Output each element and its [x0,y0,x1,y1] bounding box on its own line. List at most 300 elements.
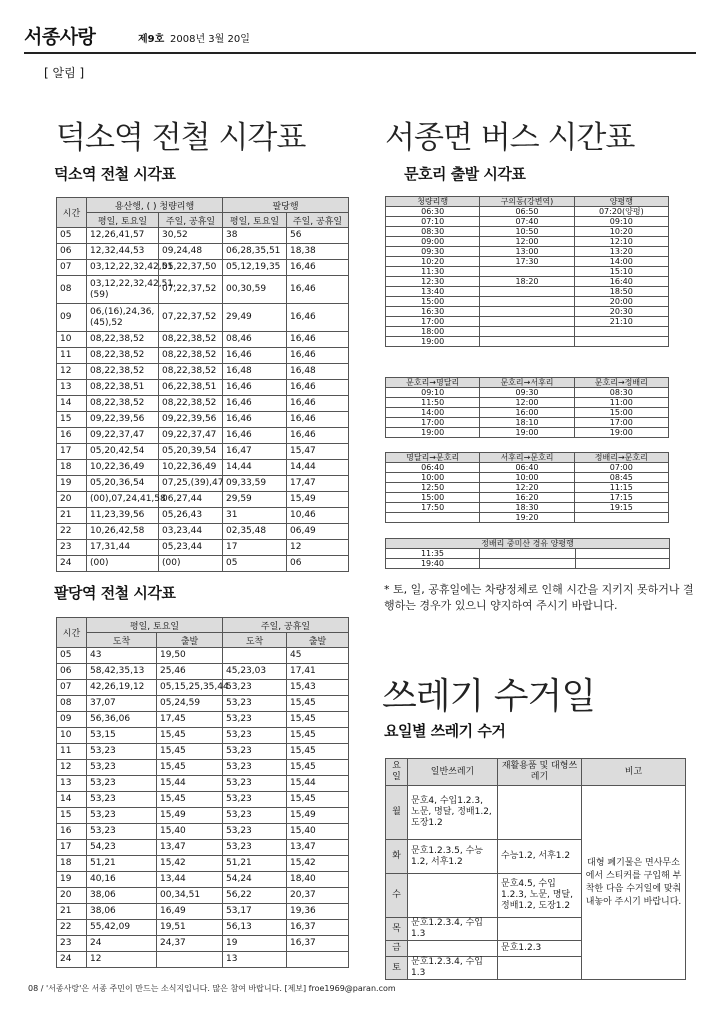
table-row [386,463,669,473]
table-cell: 54,24 [223,872,287,888]
table-row [57,556,349,572]
bus-col-header: 양평행 [574,197,668,207]
table-cell: 06:40 [480,463,574,473]
table-cell: 16:30 [386,307,480,317]
table-cell: 19,36 [287,904,349,920]
table-cell: 문호4, 수입1.2.3, 노문, 명달, 정배1.2, 도장1.2 [408,786,498,840]
col-weekday: 평일, 토요일 [223,213,287,228]
table-row [386,513,669,523]
table-cell: 53,23 [223,696,287,712]
deokso-subtitle: 덕소역 전철 시각표 [54,165,176,183]
table-row [57,304,349,332]
table-row [386,559,670,569]
table-cell: 13,47 [157,840,223,856]
table-cell: 06,49 [287,524,349,540]
table-row [57,508,349,524]
table-row [386,327,669,337]
table-cell: 14 [57,396,87,412]
table-cell: 09,22,37,47 [87,428,159,444]
table-cell: 08,22,38,52 [159,364,223,380]
table-cell: 10:20 [386,257,480,267]
table-cell: 10:50 [480,227,574,237]
table-cell: 53,23 [223,824,287,840]
table-cell: 19:00 [574,428,668,438]
table-row [386,217,669,227]
table-cell: 58,42,35,13 [87,664,157,680]
table-cell: 12:30 [386,277,480,287]
table-cell [498,786,582,840]
col-general: 일반쓰레기 [408,759,498,786]
trash-collection-title: 쓰레기 수거일 [382,676,596,717]
table-cell [408,874,498,918]
table-row [386,398,669,408]
table-cell: 08,22,38,52 [87,364,159,380]
table-cell: 05 [57,228,87,244]
table-cell: 16,48 [287,364,349,380]
table-cell: 07,25,(39),47 [159,476,223,492]
table-cell: 53,23 [223,792,287,808]
col-depart: 출발 [157,633,223,648]
table-row [386,247,669,257]
paldang-subtitle: 팔당역 전철 시각표 [54,584,176,602]
table-cell [480,337,574,347]
table-cell: 11:50 [386,398,480,408]
table-cell: 13:20 [574,247,668,257]
deokso-timetable [56,197,349,572]
table-cell: 19:40 [386,559,480,569]
table-cell: 53,23 [223,744,287,760]
table-cell: 53,23 [87,824,157,840]
table-cell: 문호1.2.3.4, 수입1.3 [408,957,498,980]
table-cell: 07,22,37,52 [159,276,223,304]
table-cell: 15,43 [287,680,349,696]
bus-col-header: 문호리→정배리 [574,378,668,388]
table-row [57,840,349,856]
table-row [57,348,349,364]
table-row [57,664,349,680]
table-cell: 17 [57,840,87,856]
table-cell: 문호1.2.3 [498,941,582,957]
table-cell: 02,35,48 [223,524,287,540]
table-row [386,227,669,237]
table-cell: 09:10 [574,217,668,227]
bus-col-header: 문호리→서후리 [480,378,574,388]
table-cell: 문호1.2.3.5, 수능1.2, 서후1.2 [408,840,498,874]
table-cell [498,957,582,980]
table-cell: 06:40 [386,463,480,473]
table-cell: 문호1.2.3.4, 수입1.3 [408,918,498,941]
newsletter-title: 서종사랑 [24,26,96,48]
bus-col-header: 정배리 중미산 경유 양평행 [386,539,670,549]
table-cell [223,648,287,664]
table-cell: 13 [57,776,87,792]
table-cell: 12,26,41,57 [87,228,159,244]
table-cell: 00,30,59 [223,276,287,304]
table-cell: 18:30 [480,503,574,513]
table-cell: 09,22,39,56 [87,412,159,428]
table-row [386,418,669,428]
table-cell: 11:15 [574,483,668,493]
table-row [386,786,686,840]
table-cell: 18 [57,460,87,476]
table-cell [408,941,498,957]
table-cell: 16,46 [223,412,287,428]
table-cell: 12 [287,540,349,556]
table-cell: 06:50 [480,207,574,217]
table-cell: (00) [87,556,159,572]
table-row [57,904,349,920]
table-cell: 14 [57,792,87,808]
table-cell: 16,49 [157,904,223,920]
table-cell: 53,23 [87,776,157,792]
table-cell: 38,06 [87,904,157,920]
table-cell: 23 [57,936,87,952]
table-cell: 16,46 [287,380,349,396]
table-cell: 10 [57,332,87,348]
table-cell: 15,45 [157,728,223,744]
table-cell: 08,22,38,52 [87,332,159,348]
table-cell: 09,33,59 [223,476,287,492]
table-row [57,712,349,728]
table-cell: 15,45 [287,744,349,760]
table-cell: 05 [57,648,87,664]
table-cell: 53,23 [223,728,287,744]
table-cell: 19:00 [386,337,480,347]
table-cell: 20:30 [574,307,668,317]
table-cell: 11,23,39,56 [87,508,159,524]
header-divider [24,52,696,54]
table-cell: 12:10 [574,237,668,247]
section-tag: [ 알림 ] [44,66,85,80]
table-cell: 05,20,42,54 [87,444,159,460]
col-depart: 출발 [287,633,349,648]
table-row [386,297,669,307]
table-row [386,388,669,398]
table-cell: 14:00 [386,408,480,418]
table-row [386,503,669,513]
table-cell: 17,47 [287,476,349,492]
table-cell: 17:00 [386,418,480,428]
table-cell: 18:00 [386,327,480,337]
table-cell: 19:00 [480,428,574,438]
table-cell: 13,47 [287,840,349,856]
table-cell: 07 [57,260,87,276]
table-cell [480,317,574,327]
table-cell: 08:30 [386,227,480,237]
table-cell: 문호4.5, 수입1.2.3, 노문, 명달, 정배1.2, 도장1.2 [498,874,582,918]
table-cell: 22 [57,524,87,540]
table-cell: 05,22,37,50 [159,260,223,276]
table-cell: 53,23 [223,808,287,824]
table-cell: 14:00 [574,257,668,267]
table-cell: 08,22,38,52 [159,396,223,412]
table-cell: 51,21 [87,856,157,872]
trash-subtitle: 요일별 쓰레기 수거 [384,722,506,740]
table-cell: 16,46 [223,348,287,364]
trash-schedule-table [385,758,686,980]
table-cell: 19,51 [157,920,223,936]
table-cell: 07:00 [574,463,668,473]
table-row [57,428,349,444]
table-cell: 18 [57,856,87,872]
table-cell: 15 [57,808,87,824]
table-cell: 15,45 [287,712,349,728]
table-row [57,540,349,556]
table-cell: 15:00 [386,493,480,503]
subway-timetable-title: 덕소역 전철 시각표 [56,120,306,156]
bus-table-outbound-village [385,377,669,438]
table-cell: 06 [57,664,87,680]
table-cell: 12:00 [480,398,574,408]
table-row [57,920,349,936]
table-cell: 05,15,25,35,44 [157,680,223,696]
table-cell: 19:00 [386,428,480,438]
table-row [57,228,349,244]
col-remark: 비고 [582,759,686,786]
table-cell: 24 [57,556,87,572]
table-cell: 53,15 [87,728,157,744]
table-cell: 43 [87,648,157,664]
table-cell: 20 [57,888,87,904]
table-cell: 08,22,38,51 [87,380,159,396]
bus-table-main [385,196,669,347]
table-cell: 53,23 [223,840,287,856]
table-cell: 수 [386,874,408,918]
bus-timetable-title: 서종면 버스 시간표 [385,120,635,156]
col-weekday: 평일, 토요일 [87,213,159,228]
table-cell: 45 [287,648,349,664]
table-cell: 수능1.2, 서후1.2 [498,840,582,874]
table-cell: 05,20,39,54 [159,444,223,460]
table-cell: 10:20 [574,227,668,237]
table-row [57,396,349,412]
table-cell: 23 [57,540,87,556]
table-cell: 07,22,37,52 [159,304,223,332]
col-time: 시간 [57,198,87,228]
table-cell: 56 [287,228,349,244]
table-cell: 53,23 [223,680,287,696]
table-cell: 09:00 [386,237,480,247]
group-holiday: 주일, 공휴일 [223,618,349,633]
table-cell: 16,47 [223,444,287,460]
table-cell: 09 [57,712,87,728]
table-cell: 15,45 [287,760,349,776]
table-cell: 08,46 [223,332,287,348]
col-arrive: 도착 [223,633,287,648]
table-cell: 03,23,44 [159,524,223,540]
table-cell: 18:50 [574,287,668,297]
table-cell: 07 [57,680,87,696]
col-recycle: 재활용품 및 대형쓰레기 [498,759,582,786]
table-row [57,952,349,968]
table-row [386,287,669,297]
table-cell: 16,46 [287,304,349,332]
table-cell: 09:30 [480,388,574,398]
table-cell: 08:30 [574,388,668,398]
remark-cell: 대형 폐기물은 면사무소에서 스티커를 구입해 부착한 다음 수거일에 맞춰 내놓아 주시기 바랍니다. [582,786,686,980]
table-row [57,648,349,664]
table-cell: 월 [386,786,408,840]
table-cell: 11:30 [386,267,480,277]
footer: 08 / '서종사랑'은 서종 주민이 만드는 소식지입니다. 많은 참여 바랍니다. [제보] froe1969@paran.com [28,984,396,993]
table-row [57,792,349,808]
table-cell: 03,12,22,32,42,51 [87,260,159,276]
table-cell: 06 [57,244,87,260]
table-cell: 05,12,19,35 [223,260,287,276]
table-cell: 17,45 [157,712,223,728]
table-cell: 15,45 [157,760,223,776]
table-cell: 12:50 [386,483,480,493]
table-cell: 15,45 [287,696,349,712]
bus-col-header: 문호리→명달리 [386,378,480,388]
table-row [386,317,669,327]
table-cell: 12 [87,952,157,968]
table-cell: 25,46 [157,664,223,680]
table-cell: 13:40 [386,287,480,297]
table-cell: 08,22,38,52 [159,332,223,348]
munho-subtitle: 문호리 출발 시각표 [404,165,526,183]
table-cell: 15,44 [287,776,349,792]
table-cell: 53,23 [87,808,157,824]
table-cell: 16:40 [574,277,668,287]
bus-col-header: 구의동(강변역) [480,197,574,207]
table-cell: 20 [57,492,87,508]
bus-col-header: 청량리행 [386,197,480,207]
table-row [386,307,669,317]
table-cell: 05,20,36,54 [87,476,159,492]
table-cell: 15:10 [574,267,668,277]
table-row [57,380,349,396]
table-cell: 53,23 [223,776,287,792]
table-row [57,260,349,276]
table-cell: 17,41 [287,664,349,680]
table-cell: 15,40 [287,824,349,840]
table-cell: 56,13 [223,920,287,936]
table-cell: 16,37 [287,920,349,936]
col-time: 시간 [57,618,87,648]
table-row [57,332,349,348]
table-cell: 17:50 [386,503,480,513]
table-cell: (00) [159,556,223,572]
table-cell: 16,46 [287,348,349,364]
table-cell: 19:15 [574,503,668,513]
table-cell: 금 [386,941,408,957]
table-cell: 16:20 [480,493,574,503]
table-cell: 55,42,09 [87,920,157,936]
table-row [386,428,669,438]
issue-number: 제9호 [138,34,165,45]
table-cell: 11 [57,348,87,364]
table-cell: 09,24,48 [159,244,223,260]
table-cell: 15,45 [287,792,349,808]
table-cell: 17:30 [480,257,574,267]
table-cell: 08,22,38,52 [87,348,159,364]
table-cell: 17:00 [386,317,480,327]
table-cell: 15,47 [287,444,349,460]
table-cell: 56,22 [223,888,287,904]
table-cell: 40,16 [87,872,157,888]
table-cell: 15,45 [157,792,223,808]
table-cell: 19 [57,872,87,888]
table-cell: 19,50 [157,648,223,664]
table-row [57,888,349,904]
table-row [57,244,349,260]
table-cell [574,337,668,347]
table-cell: 16 [57,428,87,444]
table-cell [498,918,582,941]
table-cell: 16,37 [287,936,349,952]
table-cell: 09,22,39,56 [159,412,223,428]
table-cell: 38 [223,228,287,244]
group-yongsan: 용산행, ( ) 청량리행 [87,198,223,213]
table-cell: 53,23 [223,712,287,728]
table-cell: 21:10 [574,317,668,327]
table-cell [480,297,574,307]
table-row [386,257,669,267]
table-cell: 15:00 [574,408,668,418]
table-cell: 05,26,43 [159,508,223,524]
table-cell: 08,22,38,52 [159,348,223,364]
table-cell: 11 [57,744,87,760]
table-row [386,549,670,559]
table-cell: 18:10 [480,418,574,428]
table-cell: 18,38 [287,244,349,260]
table-cell: 08 [57,696,87,712]
table-row [386,207,669,217]
table-cell: 12:00 [480,237,574,247]
table-cell: 53,23 [87,760,157,776]
table-cell: 13,44 [157,872,223,888]
table-cell: 53,17 [223,904,287,920]
table-cell: 06,(16),24,36,(45),52 [87,304,159,332]
table-cell [480,267,574,277]
table-cell: 16 [57,824,87,840]
table-cell: 24,37 [157,936,223,952]
table-cell: 20:00 [574,297,668,307]
table-cell: 06,22,38,51 [159,380,223,396]
table-cell: 21 [57,508,87,524]
table-cell: 00,34,51 [157,888,223,904]
table-row [57,492,349,508]
table-cell: 11:00 [574,398,668,408]
table-cell: 06,28,35,51 [223,244,287,260]
table-cell: 15,45 [157,744,223,760]
table-cell: 16,46 [287,428,349,444]
table-cell [480,287,574,297]
table-cell: 09:10 [386,388,480,398]
table-cell: 05,23,44 [159,540,223,556]
table-cell [157,952,223,968]
table-cell: 16,46 [287,332,349,348]
table-row [386,337,669,347]
bus-col-header: 정배리→문호리 [574,453,668,463]
table-row [57,276,349,304]
table-cell: 08:45 [574,473,668,483]
table-cell: 11:35 [386,549,480,559]
paldang-timetable [56,617,349,968]
table-cell: 29,59 [223,492,287,508]
table-cell: 16,48 [223,364,287,380]
table-row [386,473,669,483]
col-day: 요일 [386,759,408,786]
table-row [57,808,349,824]
table-cell: 13:00 [480,247,574,257]
table-cell: 15,40 [157,824,223,840]
table-cell: 16,46 [223,396,287,412]
table-cell: 12,32,44,53 [87,244,159,260]
table-cell [574,513,668,523]
table-cell: 15:00 [386,297,480,307]
